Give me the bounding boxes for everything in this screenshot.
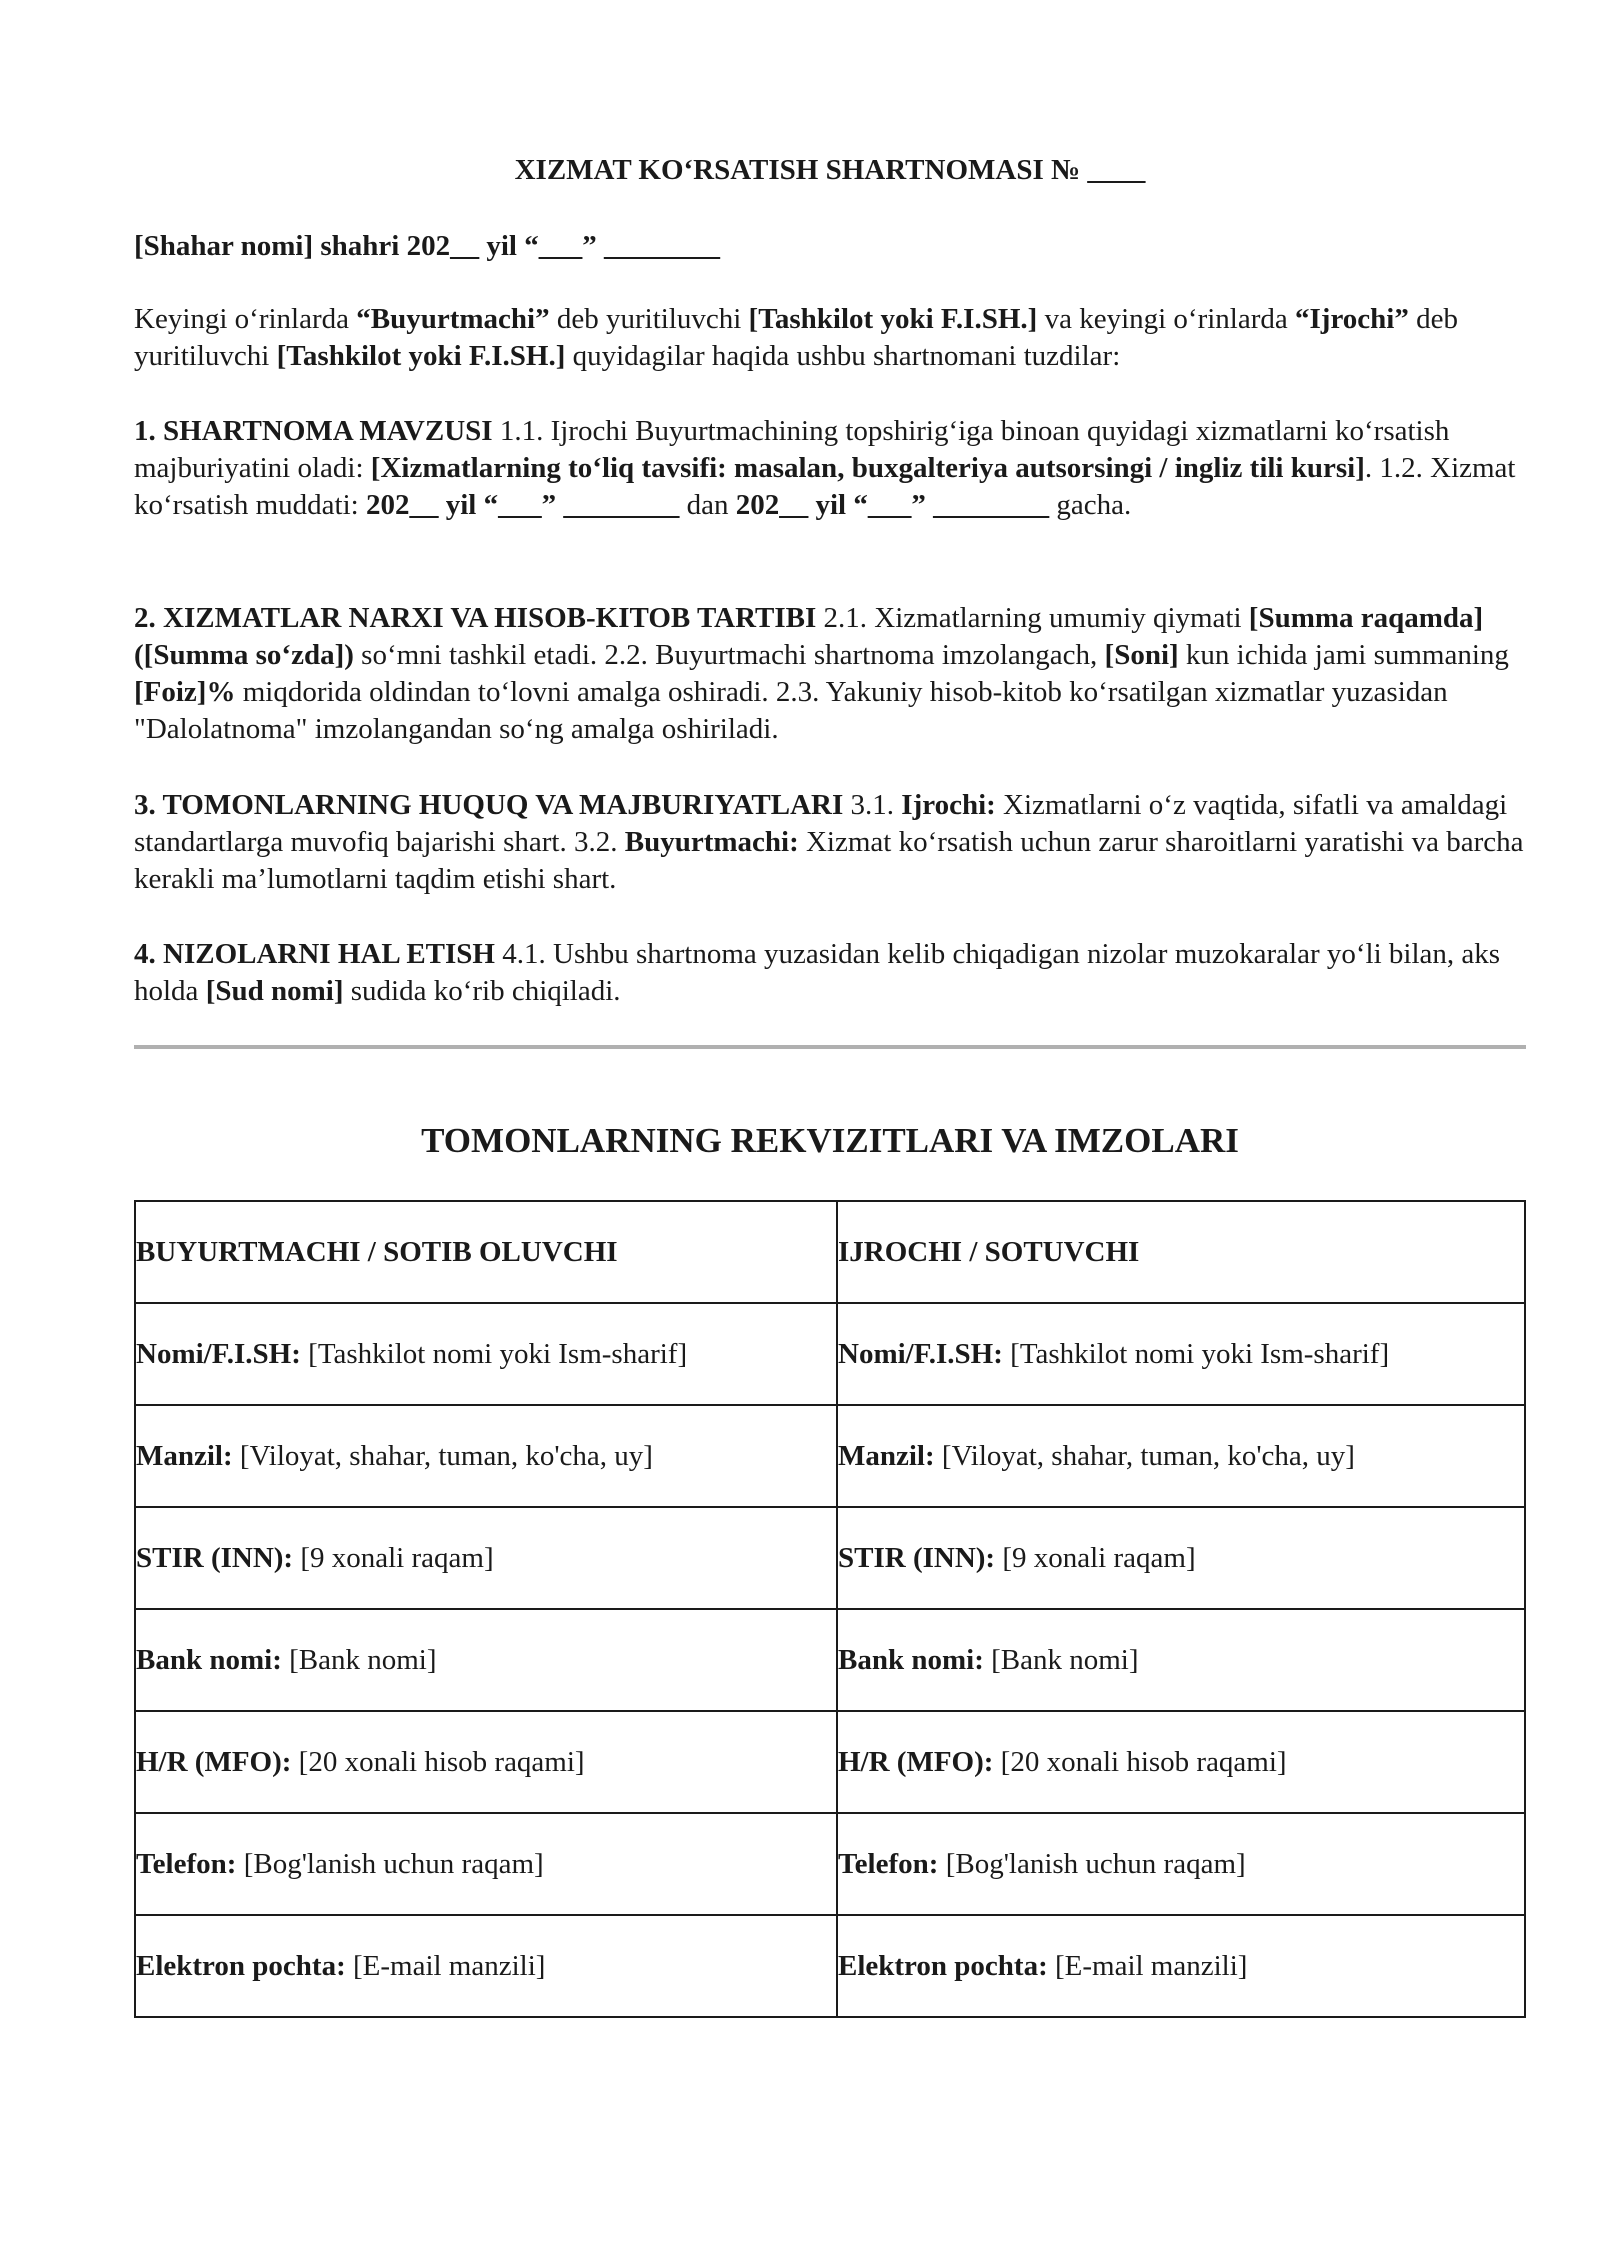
section-3	[134, 787, 1526, 898]
intro-bold: [Tashkilot yoki F.I.SH.]	[748, 303, 1038, 335]
section-text: 2.1. Xizmatlarning umumiy qiymati	[816, 602, 1249, 634]
field-label: Bank nomi:	[136, 1643, 282, 1676]
table-row	[135, 1303, 1525, 1405]
section-text: Xizmat ko‘rsatish uchun zarur sharoitlarni yaratishi va barcha kerakli ma’lumotlarni taqdim etishi shart.	[134, 826, 1524, 895]
field-label: Bank nomi:	[838, 1643, 984, 1676]
section-bold: [Summa raqamda] ([Summa so‘zda])	[134, 602, 1484, 671]
customer-cell	[135, 1711, 837, 1813]
intro-text: quyidagilar haqida ushbu shartnomani tuzdilar:	[565, 340, 1121, 372]
field-label: Telefon:	[136, 1847, 237, 1880]
field-label: Manzil:	[838, 1439, 935, 1472]
header-customer: BUYURTMACHI / SOTIB OLUVCHI	[135, 1201, 837, 1303]
field-label: Nomi/F.I.SH:	[838, 1337, 1003, 1370]
section-text: so‘mni tashkil etadi. 2.2. Buyurtmachi shartnoma imzolangach,	[353, 639, 1105, 671]
customer-cell	[135, 1405, 837, 1507]
table-row	[135, 1609, 1525, 1711]
section-4	[134, 936, 1526, 1010]
document-title: XIZMAT KO‘RSATISH SHARTNOMASI № ____	[514, 154, 1146, 186]
section-text: . 1.2. Xizmat ko‘rsatish muddati:	[134, 452, 1516, 521]
requisites-table	[134, 1200, 1526, 2018]
customer-cell	[135, 1915, 837, 2017]
section-heading: 2. XIZMATLAR NARXI VA HISOB-KITOB TARTIBI	[134, 602, 817, 634]
section-heading: 4. NIZOLARNI HAL ETISH	[134, 938, 495, 970]
section-2	[134, 600, 1526, 748]
field-value: [20 xonali hisob raqami]	[291, 1745, 585, 1778]
field-value: [9 xonali raqam]	[293, 1541, 494, 1574]
section-bold: [Xizmatlarning to‘liq tavsifi: masalan, buxgalteriya autsorsingi / ingliz tili kursi]	[370, 452, 1365, 484]
table-header-row	[135, 1201, 1525, 1303]
section-bold: Buyurtmachi:	[624, 826, 799, 858]
intro-text: deb yuritiluvchi	[549, 303, 749, 335]
intro-bold: “Ijrochi”	[1295, 303, 1409, 335]
header-contractor: IJROCHI / SOTUVCHI	[837, 1201, 1525, 1303]
field-label: Manzil:	[136, 1439, 233, 1472]
field-value: [Tashkilot nomi yoki Ism-sharif]	[1002, 1337, 1390, 1370]
customer-cell	[135, 1507, 837, 1609]
contractor-cell	[837, 1609, 1525, 1711]
contractor-cell	[837, 1915, 1525, 2017]
field-label: H/R (MFO):	[136, 1745, 292, 1778]
field-value: [Bank nomi]	[983, 1643, 1139, 1676]
field-value: [Viloyat, shahar, tuman, ko'cha, uy]	[934, 1439, 1355, 1472]
field-value: [Bank nomi]	[281, 1643, 437, 1676]
intro-text: Keyingi o‘rinlarda	[134, 303, 357, 335]
field-value: [Bog'lanish uchun raqam]	[236, 1847, 544, 1880]
section-text: 4.1. Ushbu shartnoma yuzasidan kelib chiqadigan nizolar muzokaralar yo‘li bilan, aks holda	[134, 938, 1501, 1007]
section-bold: [Sud nomi]	[205, 975, 344, 1007]
field-value: [20 xonali hisob raqami]	[993, 1745, 1287, 1778]
section-text: 3.1.	[843, 789, 902, 821]
requisites-title: TOMONLARNING REKVIZITLARI VA IMZOLARI	[421, 1121, 1239, 1160]
date-line: [Shahar nomi] shahri 202__ yil “___” ________	[134, 230, 720, 262]
intro-paragraph	[134, 301, 1526, 375]
customer-cell	[135, 1609, 837, 1711]
customer-cell	[135, 1813, 837, 1915]
section-text: sudida ko‘rib chiqiladi.	[343, 975, 621, 1007]
table-row	[135, 1711, 1525, 1813]
section-divider	[134, 1045, 1526, 1049]
field-label: Elektron pochta:	[838, 1949, 1048, 1982]
section-text: Xizmatlarni o‘z vaqtida, sifatli va amaldagi standartlarga muvofiq bajarishi shart. 3.2.	[134, 789, 1508, 858]
intro-text: deb yuritiluvchi	[134, 303, 1458, 372]
section-bold: [Foiz]%	[134, 676, 236, 708]
section-bold: 202__ yil “___” ________	[735, 489, 1050, 521]
contractor-cell	[837, 1813, 1525, 1915]
section-heading: 3. TOMONLARNING HUQUQ VA MAJBURIYATLARI	[134, 789, 844, 821]
section-1	[134, 413, 1526, 524]
table-row	[135, 1915, 1525, 2017]
table-row	[135, 1405, 1525, 1507]
field-value: [E-mail manzili]	[1047, 1949, 1248, 1982]
field-value: [Bog'lanish uchun raqam]	[938, 1847, 1246, 1880]
section-text: gacha.	[1049, 489, 1132, 521]
customer-cell	[135, 1303, 837, 1405]
field-value: [Tashkilot nomi yoki Ism-sharif]	[300, 1337, 688, 1370]
table-row	[135, 1507, 1525, 1609]
field-label: Telefon:	[838, 1847, 939, 1880]
section-text: miqdorida oldindan to‘lovni amalga oshiradi. 2.3. Yakuniy hisob-kitob ko‘rsatilgan xizmatlar yuzasidan "Dalolatnoma" imzolangandan so‘ng amalga oshiriladi.	[134, 676, 1448, 745]
field-label: H/R (MFO):	[838, 1745, 994, 1778]
intro-bold: [Tashkilot yoki F.I.SH.]	[276, 340, 566, 372]
table-row	[135, 1813, 1525, 1915]
section-bold: Ijrochi:	[901, 789, 996, 821]
section-text: 1.1. Ijrochi Buyurtmachining topshirig‘iga binoan quyidagi xizmatlarni ko‘rsatish majburiyatini oladi:	[134, 415, 1450, 484]
field-value: [E-mail manzili]	[345, 1949, 546, 1982]
contractor-cell	[837, 1507, 1525, 1609]
contractor-cell	[837, 1303, 1525, 1405]
field-label: Nomi/F.I.SH:	[136, 1337, 301, 1370]
contractor-cell	[837, 1405, 1525, 1507]
field-label: STIR (INN):	[136, 1541, 294, 1574]
section-bold: [Soni]	[1104, 639, 1179, 671]
section-text: dan	[679, 489, 736, 521]
section-bold: 202__ yil “___” ________	[365, 489, 680, 521]
intro-bold: “Buyurtmachi”	[356, 303, 550, 335]
section-heading: 1. SHARTNOMA MAVZUSI	[134, 415, 493, 447]
intro-text: va keyingi o‘rinlarda	[1037, 303, 1296, 335]
field-value: [9 xonali raqam]	[995, 1541, 1196, 1574]
field-label: Elektron pochta:	[136, 1949, 346, 1982]
section-text: kun ichida jami summaning	[1178, 639, 1509, 671]
contractor-cell	[837, 1711, 1525, 1813]
field-label: STIR (INN):	[838, 1541, 996, 1574]
field-value: [Viloyat, shahar, tuman, ko'cha, uy]	[232, 1439, 653, 1472]
